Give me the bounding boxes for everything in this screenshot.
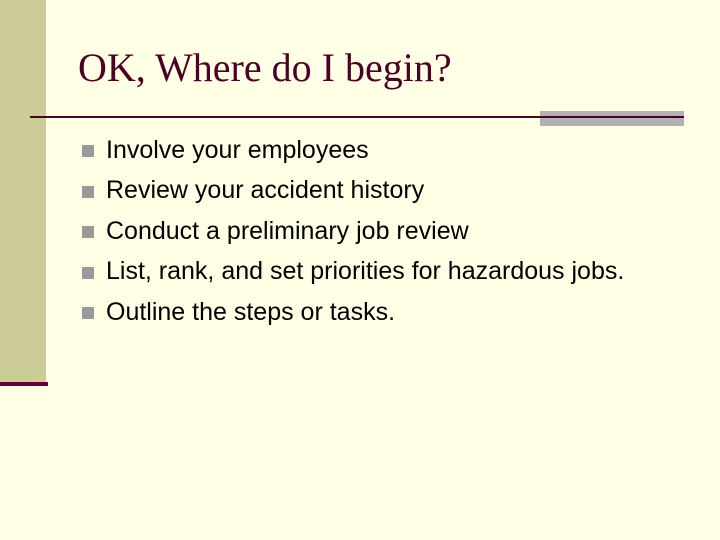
slide-title: OK, Where do I begin?: [78, 45, 452, 90]
title-divider-rule: [30, 116, 684, 118]
left-decorative-bar: [0, 0, 46, 382]
bullet-text: List, rank, and set priorities for hazardous jobs.: [106, 257, 625, 286]
bullet-item: [82, 211, 624, 252]
left-bar-bottom-accent: [0, 382, 48, 386]
bullet-item: [82, 130, 624, 171]
bullet-text: Involve your employees: [106, 135, 369, 164]
bullet-item: [82, 292, 624, 333]
bullet-item: [82, 171, 624, 212]
bullet-text: Conduct a preliminary job review: [106, 216, 469, 245]
square-bullet-icon: [82, 145, 94, 157]
title-rule-accent-lower: [540, 118, 684, 126]
bullet-text: Outline the steps or tasks.: [106, 297, 396, 326]
bullet-list: [82, 130, 624, 333]
square-bullet-icon: [82, 226, 94, 238]
square-bullet-icon: [82, 267, 94, 279]
bullet-text: Review your accident history: [106, 176, 425, 205]
square-bullet-icon: [82, 307, 94, 319]
square-bullet-icon: [82, 186, 94, 198]
bullet-item: [82, 252, 624, 293]
